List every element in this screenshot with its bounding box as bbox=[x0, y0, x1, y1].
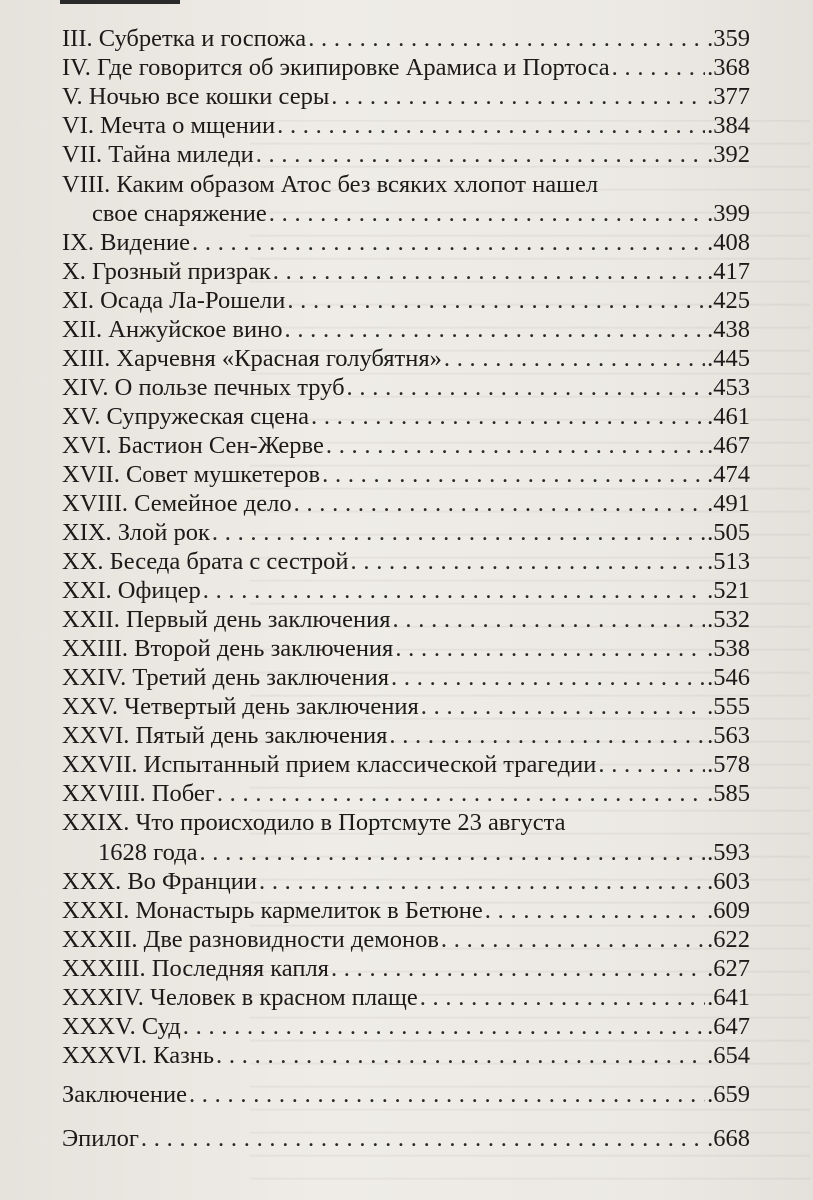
leader-dots bbox=[141, 1124, 705, 1154]
toc-entry-title: V. Ночью все кошки серы bbox=[62, 83, 330, 110]
leader-dots bbox=[612, 53, 705, 83]
toc-entry bbox=[62, 518, 750, 548]
toc-entry-title: XIII. Харчевня «Красная голубятня» bbox=[62, 345, 442, 372]
toc-entry bbox=[62, 925, 750, 955]
leader-dots bbox=[273, 257, 705, 287]
toc-entry bbox=[62, 605, 750, 635]
toc-entry-page: .593 bbox=[707, 839, 750, 866]
toc-entry bbox=[62, 1012, 750, 1042]
toc-entry-title: 1628 года bbox=[98, 839, 198, 866]
toc-entry-page: .359 bbox=[707, 25, 750, 52]
toc-entry-page: .513 bbox=[707, 548, 750, 575]
leader-dots bbox=[485, 896, 705, 926]
toc-entry bbox=[62, 954, 750, 984]
toc-entry-title: XXXV. Суд bbox=[62, 1013, 181, 1040]
toc-entry bbox=[62, 576, 750, 606]
toc-entry bbox=[62, 82, 750, 112]
toc-entry-title: XXIX. Что происходило в Портсмуте 23 августа bbox=[62, 809, 566, 836]
toc-entry-page: .425 bbox=[707, 287, 750, 314]
leader-dots bbox=[322, 460, 705, 490]
leader-dots bbox=[331, 954, 705, 984]
toc-entry-page: .417 bbox=[707, 258, 750, 285]
toc-entry bbox=[62, 634, 750, 664]
toc-entry-continuation bbox=[92, 199, 750, 229]
toc-entry-title: VI. Мечта о мщении bbox=[62, 112, 276, 139]
toc-entry-page: .668 bbox=[707, 1125, 750, 1152]
leader-dots bbox=[259, 867, 705, 897]
toc-entry-page: .453 bbox=[707, 374, 750, 401]
toc-entry-page: .377 bbox=[707, 83, 750, 110]
toc-entry-title: XXXII. Две разновидности демонов bbox=[62, 926, 439, 953]
leader-dots bbox=[199, 838, 705, 868]
toc-entry-page: .392 bbox=[707, 141, 750, 168]
toc-entry bbox=[62, 402, 750, 432]
toc-entry-title: VIII. Каким образом Атос без всяких хлопот нашел bbox=[62, 171, 599, 198]
toc-entry-page: .538 bbox=[707, 635, 750, 662]
toc-entry-title: IV. Где говорится об экипировке Арамиса и Портоса bbox=[62, 54, 610, 81]
leader-dots bbox=[598, 750, 705, 780]
toc-entry bbox=[62, 373, 750, 403]
toc-entry-page: .622 bbox=[707, 926, 750, 953]
toc-entry bbox=[62, 721, 750, 751]
leader-dots bbox=[277, 111, 705, 141]
toc-entry bbox=[62, 1124, 750, 1154]
toc-entry-title: XXXVI. Казнь bbox=[62, 1042, 215, 1069]
toc-entry-title: XVIII. Семейное дело bbox=[62, 490, 292, 517]
leader-dots bbox=[192, 228, 705, 258]
toc-entry-title: XXVIII. Побег bbox=[62, 780, 215, 807]
toc-entry bbox=[62, 460, 750, 490]
toc-entry-title: VII. Тайна миледи bbox=[62, 141, 254, 168]
leader-dots bbox=[212, 518, 705, 548]
toc-entry-title: XXVI. Пятый день заключения bbox=[62, 722, 388, 749]
leader-dots bbox=[308, 24, 705, 54]
toc-entry-title: XX. Беседа брата с сестрой bbox=[62, 548, 349, 575]
toc-entry bbox=[62, 896, 750, 926]
toc-entry bbox=[62, 257, 750, 287]
toc-entry-page: .467 bbox=[707, 432, 750, 459]
leader-dots bbox=[183, 1012, 705, 1042]
toc-entry-title: IX. Видение bbox=[62, 229, 190, 256]
toc-entry-page: .505 bbox=[707, 519, 750, 546]
toc-entry-page: .585 bbox=[707, 780, 750, 807]
toc-entry bbox=[62, 431, 750, 461]
toc-entry bbox=[62, 808, 750, 838]
toc-entry bbox=[62, 663, 750, 693]
leader-dots bbox=[389, 721, 705, 751]
toc-entry bbox=[62, 111, 750, 141]
toc-entry-title: XXIV. Третий день заключения bbox=[62, 664, 390, 691]
leader-dots bbox=[420, 983, 705, 1013]
toc-entry bbox=[62, 692, 750, 722]
leader-dots bbox=[256, 140, 705, 170]
toc-entry-title: XV. Супружеская сцена bbox=[62, 403, 310, 430]
toc-entry-page: .399 bbox=[707, 200, 750, 227]
toc-entry-continuation bbox=[98, 838, 750, 868]
toc-entry bbox=[62, 53, 750, 83]
toc-entry-page: .555 bbox=[707, 693, 750, 720]
leader-dots bbox=[294, 489, 706, 519]
toc-entry bbox=[62, 286, 750, 316]
toc-entry-title: XXIII. Второй день заключения bbox=[62, 635, 394, 662]
toc-entry-page: .368 bbox=[707, 54, 750, 81]
toc-entry-title: XXXIV. Человек в красном плаще bbox=[62, 984, 418, 1011]
toc-entry-title: Эпилог bbox=[62, 1125, 139, 1152]
toc-entry-title: XXXI. Монастырь кармелиток в Бетюне bbox=[62, 897, 483, 924]
toc-entry-title: XXVII. Испытанный прием классической трагедии bbox=[62, 751, 597, 778]
toc-entry-title: XXX. Во Франции bbox=[62, 868, 257, 895]
toc-entry bbox=[62, 867, 750, 897]
toc-entry bbox=[62, 779, 750, 809]
toc-entry-page: .474 bbox=[707, 461, 750, 488]
leader-dots bbox=[284, 315, 705, 345]
leader-dots bbox=[391, 663, 705, 693]
toc-entry bbox=[62, 489, 750, 519]
leader-dots bbox=[203, 576, 705, 606]
toc-entry-page: .647 bbox=[707, 1013, 750, 1040]
toc-entry-page: .445 bbox=[707, 345, 750, 372]
toc-entry-page: .627 bbox=[707, 955, 750, 982]
toc-entry-page: .384 bbox=[707, 112, 750, 139]
toc-entry-title: XII. Анжуйское вино bbox=[62, 316, 283, 343]
leader-dots bbox=[441, 925, 705, 955]
toc-entry-title: свое снаряжение bbox=[92, 200, 267, 227]
toc-entry-page: .546 bbox=[707, 664, 750, 691]
toc-entry-page: .659 bbox=[707, 1081, 750, 1108]
toc-entry-title: XVII. Совет мушкетеров bbox=[62, 461, 321, 488]
leader-dots bbox=[393, 605, 706, 635]
toc-entry-title: XIV. О пользе печных труб bbox=[62, 374, 345, 401]
toc-entry-title: XIX. Злой рок bbox=[62, 519, 210, 546]
leader-dots bbox=[347, 373, 706, 403]
leader-dots bbox=[444, 344, 705, 374]
leader-dots bbox=[217, 779, 705, 809]
toc-entry-page: .654 bbox=[707, 1042, 750, 1069]
toc-entry-title: XXII. Первый день заключения bbox=[62, 606, 391, 633]
toc-entry bbox=[62, 315, 750, 345]
leader-dots bbox=[351, 547, 706, 577]
toc-entry bbox=[62, 1041, 750, 1071]
leader-dots bbox=[331, 82, 705, 112]
toc-entry-title: X. Грозный призрак bbox=[62, 258, 271, 285]
leader-dots bbox=[395, 634, 705, 664]
toc-entry-page: .408 bbox=[707, 229, 750, 256]
leader-dots bbox=[287, 286, 705, 316]
toc-entry-title: XXV. Четвертый день заключения bbox=[62, 693, 419, 720]
toc-entry-title: XI. Осада Ла-Рошели bbox=[62, 287, 286, 314]
toc-entry bbox=[62, 170, 750, 200]
toc-entry-page: .532 bbox=[707, 606, 750, 633]
toc-entry bbox=[62, 344, 750, 374]
toc-entry bbox=[62, 228, 750, 258]
toc-entry-page: .563 bbox=[707, 722, 750, 749]
toc-entry-page: .491 bbox=[707, 490, 750, 517]
toc-entry-page: .641 bbox=[707, 984, 750, 1011]
toc-entry bbox=[62, 24, 750, 54]
toc-entry-title: XXXIII. Последняя капля bbox=[62, 955, 329, 982]
toc-entry bbox=[62, 983, 750, 1013]
toc-entry-title: Заключение bbox=[62, 1081, 187, 1108]
toc-entry-title: III. Субретка и госпожа bbox=[62, 25, 307, 52]
toc-entry-page: .438 bbox=[707, 316, 750, 343]
toc-entry-page: .603 bbox=[707, 868, 750, 895]
leader-dots bbox=[311, 402, 705, 432]
leader-dots bbox=[216, 1041, 705, 1071]
toc-entry bbox=[62, 140, 750, 170]
toc-entry-title: XVI. Бастион Сен-Жерве bbox=[62, 432, 324, 459]
toc-entry-page: .521 bbox=[707, 577, 750, 604]
toc-entry-page: .609 bbox=[707, 897, 750, 924]
leader-dots bbox=[326, 431, 705, 461]
toc-entry-title: XXI. Офицер bbox=[62, 577, 201, 604]
leader-dots bbox=[189, 1080, 705, 1110]
toc-entry-page: .578 bbox=[707, 751, 750, 778]
toc-entry-page: .461 bbox=[707, 403, 750, 430]
leader-dots bbox=[421, 692, 705, 722]
toc-entry bbox=[62, 750, 750, 780]
leader-dots bbox=[269, 199, 705, 229]
toc-entry bbox=[62, 1080, 750, 1110]
toc-entry bbox=[62, 547, 750, 577]
